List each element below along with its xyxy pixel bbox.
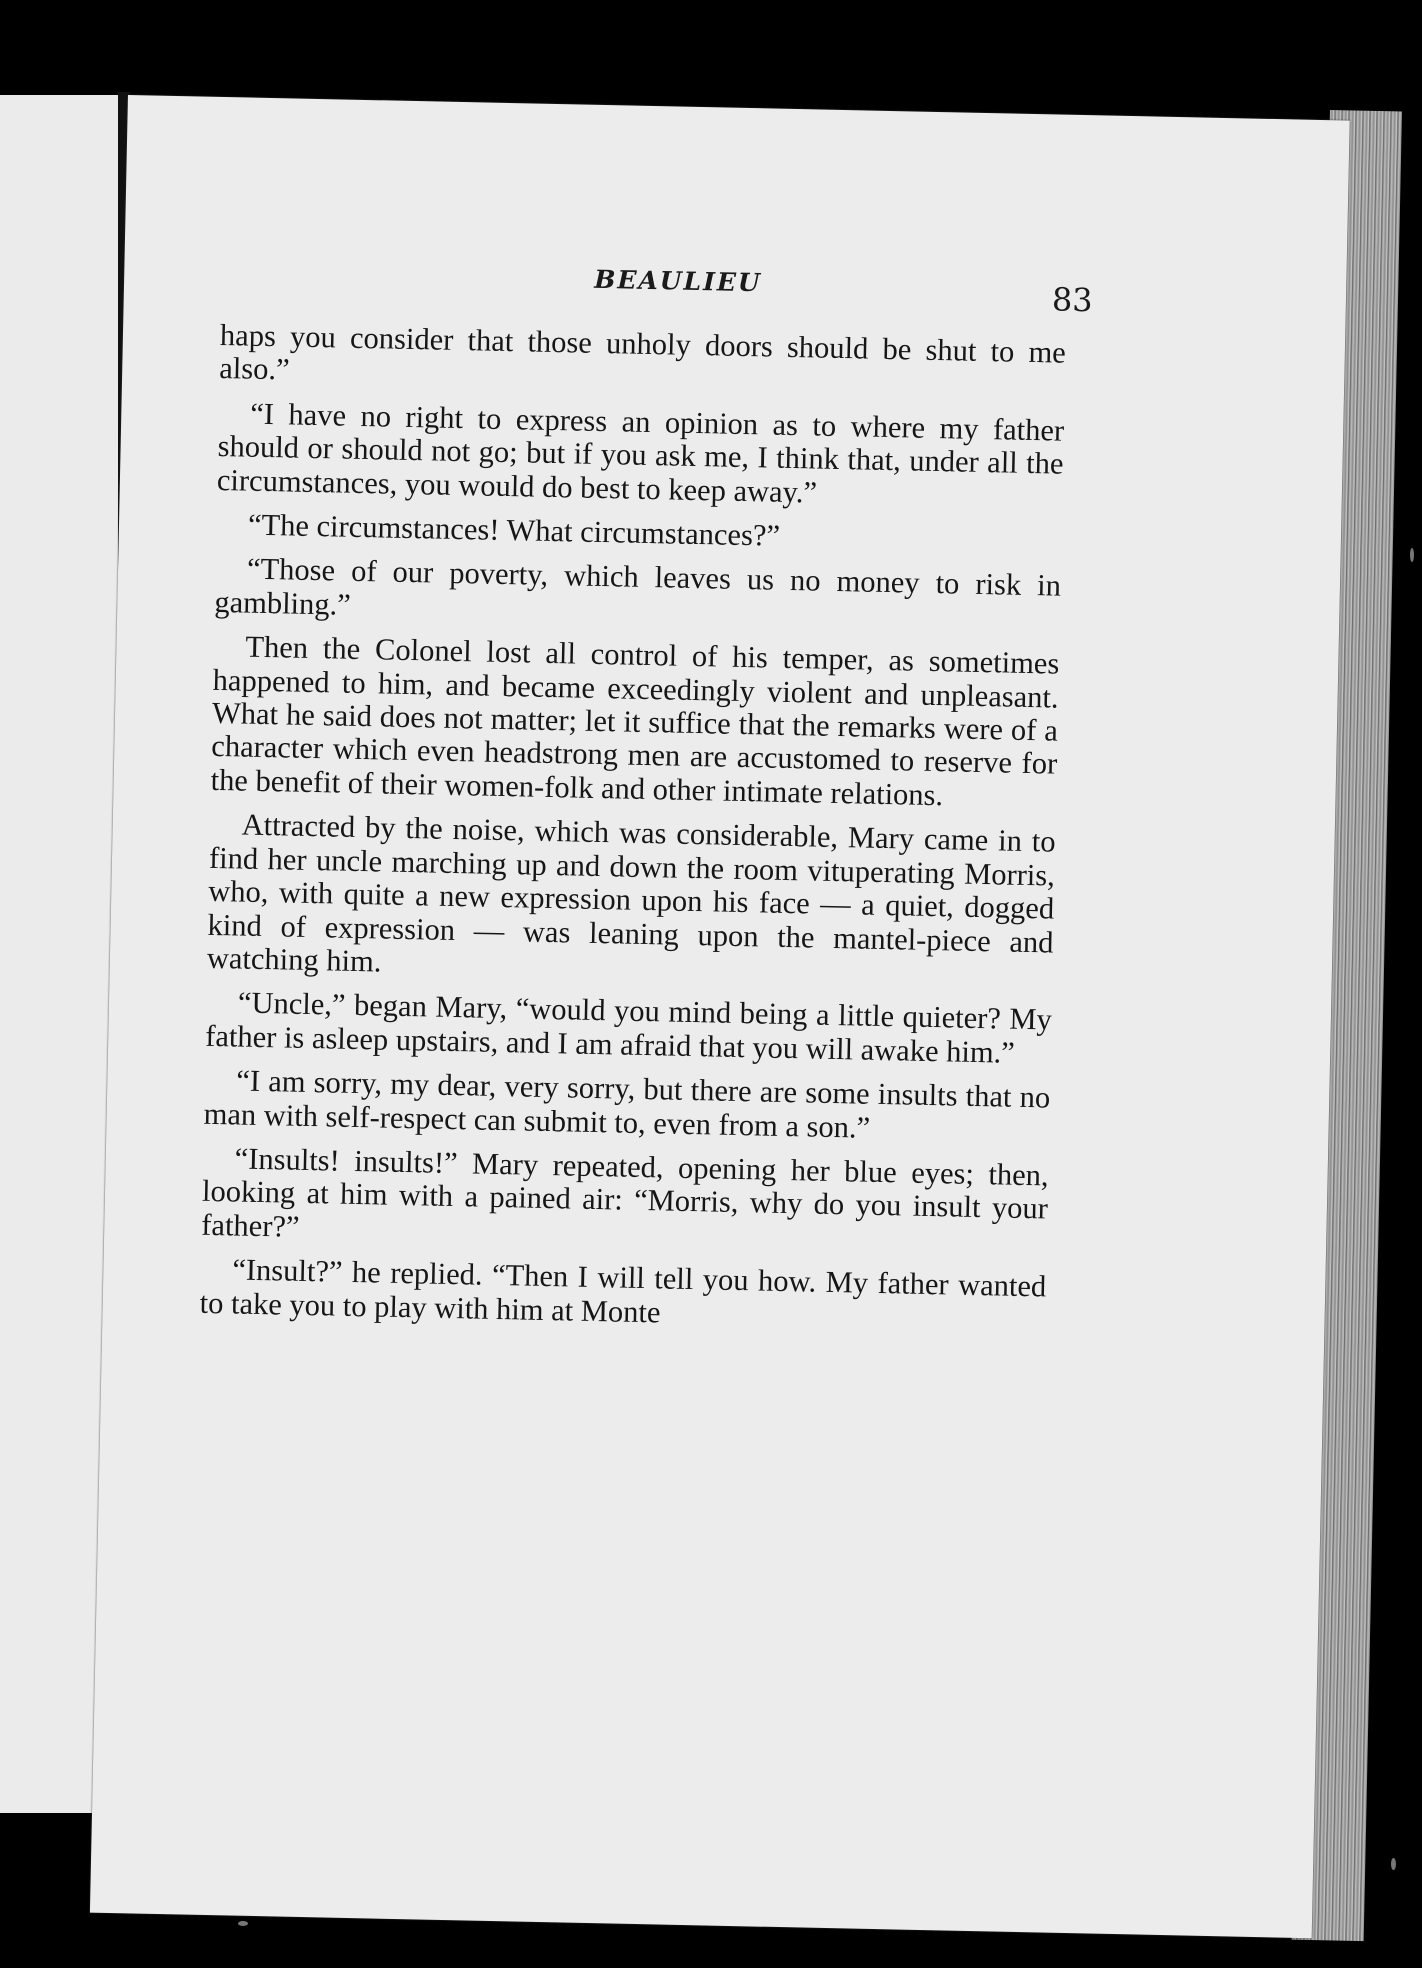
- paragraph: “I am sorry, my dear, very sorry, but there are some insults that no man with self-respect can submit to, even from a son.”: [203, 1063, 1051, 1145]
- body-text: [199, 319, 1066, 1348]
- paragraph: haps you consider that those unholy doors should be shut to me also.”: [218, 317, 1067, 387]
- paragraph: Then the Colonel lost all control of his temper, as sometimes happened to him, and became exceedingly violent and unpleasant. What he said does not matter; let it suffice that the remarks were of a character which even headstrong men are accustomed to reserve for the benefit of their women-folk and other intimate relations.: [210, 629, 1060, 813]
- paragraph: “Those of our poverty, which leaves us no money to risk in gambling.”: [214, 552, 1062, 622]
- scan-speck: [1391, 1858, 1396, 1870]
- scan-speck: [238, 1921, 248, 1926]
- scan-speck: [1410, 548, 1414, 562]
- paragraph: “I have no right to express an opinion as to where my father should or should not go; but if you ask me, I think that, under all the circumstances, you would do best to keep away.”: [216, 396, 1065, 510]
- paragraph: Attracted by the noise, which was considerable, Mary came in to find her uncle marching up and down the room vituperating Morris, who, with quite a new expression upon his face — a quiet, dogged kind of expression — was leaning upon the mantel-piece and watching him.: [206, 807, 1056, 979]
- paragraph: “The circumstances! What circumstances?”: [247, 507, 781, 553]
- paragraph: “Insults! insults!” Mary repeated, opening her blue eyes; then, looking at him with a pained air: “Morris, why do you insult your father?”: [201, 1141, 1049, 1244]
- running-title: BEAULIEU: [593, 264, 763, 298]
- page-number: 83: [1051, 280, 1094, 320]
- paragraph: “Insult?” he replied. “Then I will tell you how. My father wanted to take you to play with him at Monte: [199, 1252, 1047, 1329]
- book-page: [90, 95, 1350, 1938]
- paragraph: “Uncle,” began Mary, “would you mind being a little quieter? My father is asleep upstairs, and I am afraid that you will awake him.”: [204, 985, 1053, 1070]
